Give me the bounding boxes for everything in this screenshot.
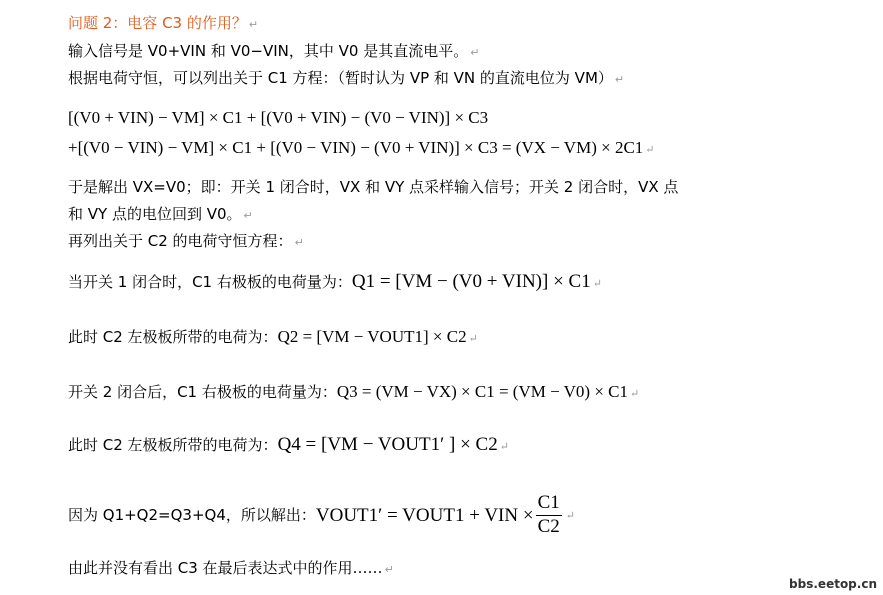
formula-q3: Q3 = (VM − VX) × C1 = (VM − V0) × C1 <box>336 382 628 401</box>
equation-c1-line1: [(V0 + VIN) − VM] × C1 + [(V0 + VIN) − (V0 − VIN)] × C3 <box>68 108 489 127</box>
paragraph-mark-icon: ↵ <box>499 440 509 453</box>
equation-c1-line2: +[(V0 − VIN) − VM] × C1 + [(V0 − VIN) − (V0 + VIN)] × C3 = (VX − VM) × 2C1 ↵ <box>68 138 655 157</box>
question-title: 问题 2：电容 C3 的作用？ ↵ <box>68 14 259 32</box>
paragraph-mark-icon: ↵ <box>470 46 480 59</box>
paragraph-mark-icon: ↵ <box>614 73 625 86</box>
equation-q2: 此时 C2 左极板所带的电荷为：Q2 = [VM − VOUT1] × C2 ↵ <box>68 327 478 346</box>
paragraph-mark-icon: ↵ <box>294 236 304 249</box>
paragraph-mark-icon: ↵ <box>384 563 394 576</box>
equation-q1: 当开关 1 闭合时，C1 右极板的电荷量为：Q1 = [VM − (V0 + VIN)] × C1 ↵ <box>68 271 602 292</box>
text-line-c2-equation-intro: 再列出关于 C2 的电荷守恒方程： ↵ <box>68 232 304 250</box>
paragraph-mark-icon: ↵ <box>565 508 575 522</box>
paragraph-mark-icon: ↵ <box>592 277 602 290</box>
formula-vout: VOUT1′ = VOUT1 + VIN × <box>315 504 534 526</box>
paragraph-mark-icon: ↵ <box>243 209 253 222</box>
text-line-solution-vx: 于是解出 VX=V0；即：开关 1 闭合时，VX 和 VY 点采样输入信号；开关 2 闭合时，VX 点 <box>68 178 679 196</box>
equation-vout-solution: 因为 Q1+Q2=Q3+Q4，所以解出：VOUT1′ = VOUT1 + VIN × $\frac{C1}{C2}$ ↵ <box>68 492 575 537</box>
formula-q2: Q2 = [VM − VOUT1] × C2 <box>277 327 467 346</box>
text-line-charge-conservation: 根据电荷守恒，可以列出关于 C1 方程：（暂时认为 VP 和 VN 的直流电位为 VM） ↵ <box>68 69 625 87</box>
paragraph-mark-icon: ↵ <box>630 387 640 400</box>
fraction-denominator: C2 <box>537 515 560 537</box>
equation-q4: 此时 C2 左极板所带的电荷为：Q4 = [VM − VOUT1′ ] × C2 ↵ <box>68 434 509 455</box>
text-line-vy-return: 和 VY 点的电位回到 V0。 ↵ <box>68 205 253 223</box>
text-line-input-signal: 输入信号是 V0+VIN 和 V0−VIN，其中 V0 是其直流电平。 ↵ <box>68 42 480 60</box>
text-line-conclusion: 由此并没有看出 C3 在最后表达式中的作用…… ↵ <box>68 559 394 577</box>
paragraph-mark-icon: ↵ <box>468 332 478 345</box>
paragraph-mark-icon: ↵ <box>645 144 655 156</box>
fraction-c1-c2 <box>536 492 562 539</box>
watermark-logo: bbs.eetop.cn <box>789 577 877 591</box>
paragraph-mark-icon: ↵ <box>248 18 259 31</box>
equation-q3: 开关 2 闭合后，C1 右极板的电荷量为：Q3 = (VM − VX) × C1 = (VM − V0) × C1 ↵ <box>68 382 640 401</box>
formula-q4: Q4 = [VM − VOUT1′ ] × C2 <box>277 434 498 455</box>
formula-q1: Q1 = [VM − (V0 + VIN)] × C1 <box>351 271 591 292</box>
fraction-numerator: C1 <box>536 492 562 516</box>
